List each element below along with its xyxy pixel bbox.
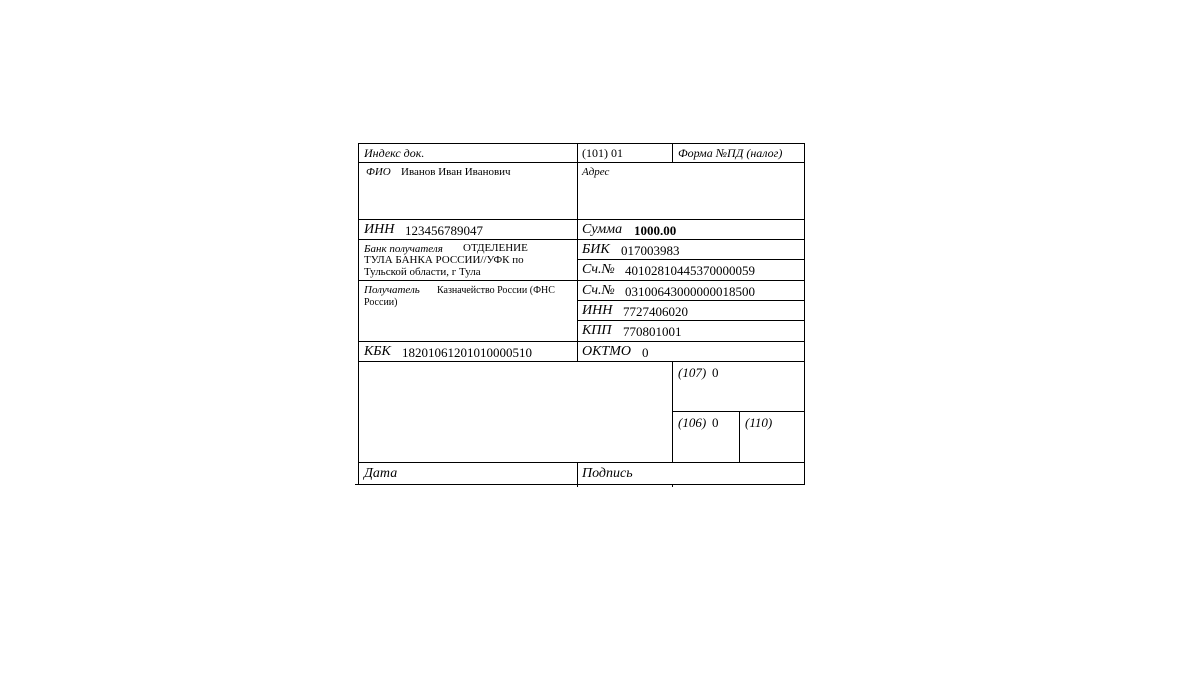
recipient-inn-value: 7727406020 — [623, 304, 688, 319]
rule — [577, 462, 578, 487]
bank-value-line-3: Тульской области, г Тула — [364, 266, 481, 278]
rule — [358, 219, 805, 220]
code-106-label: (106) — [678, 415, 707, 430]
rule — [577, 300, 805, 301]
oktmo-value: 0 — [642, 345, 649, 360]
date-label: Дата — [364, 466, 398, 481]
address-label: Адрес — [582, 166, 610, 178]
recipient-label: Получатель — [364, 284, 420, 296]
kpp-label: КПП — [582, 323, 612, 338]
payer-inn-value: 123456789047 — [405, 223, 483, 238]
rule — [358, 143, 805, 144]
code-107-label: (107) — [678, 365, 707, 380]
fio-label: ФИО — [366, 166, 391, 178]
bank-value-line-1: ОТДЕЛЕНИЕ — [463, 242, 528, 254]
recipient-value-line-1: Казначейство России (ФНС — [437, 285, 555, 296]
code-101: (101) 01 — [582, 146, 623, 160]
code-107-value: 0 — [712, 365, 719, 380]
rule — [358, 462, 805, 463]
bank-value-line-2: ТУЛА БАНКА РОССИИ//УФК по — [364, 254, 524, 266]
form-title: Форма №ПД (налог) — [678, 146, 783, 160]
rule — [355, 484, 805, 485]
rule — [358, 361, 805, 362]
kbk-value: 18201061201010000510 — [402, 345, 532, 360]
account1-label: Сч.№ — [582, 262, 615, 277]
rule — [358, 239, 805, 240]
rule — [672, 484, 673, 487]
recipient-value-line-2: России) — [364, 297, 398, 308]
sum-label: Сумма — [582, 222, 623, 237]
oktmo-label: ОКТМО — [582, 344, 631, 359]
recipient-inn-label: ИНН — [582, 303, 613, 318]
account1-value: 40102810445370000059 — [625, 263, 755, 278]
account2-label: Сч.№ — [582, 283, 615, 298]
rule — [804, 143, 805, 485]
index-label: Индекс док. — [364, 146, 425, 160]
signature-label: Подпись — [582, 466, 633, 481]
bank-label: Банк получателя — [364, 243, 443, 255]
kbk-label: КБК — [364, 344, 391, 359]
fio-value: Иванов Иван Иванович — [401, 166, 511, 178]
rule — [739, 411, 740, 462]
rule — [358, 143, 359, 484]
sum-value: 1000.00 — [634, 223, 677, 238]
rule — [672, 143, 673, 162]
kpp-value: 770801001 — [623, 324, 682, 339]
rule — [577, 259, 805, 260]
rule — [358, 280, 805, 281]
bik-value: 017003983 — [621, 243, 680, 258]
code-110-label: (110) — [745, 415, 773, 430]
bik-label: БИК — [582, 242, 610, 257]
payer-inn-label: ИНН — [364, 222, 395, 237]
rule — [358, 162, 805, 163]
code-106-value: 0 — [712, 415, 719, 430]
account2-value: 03100643000000018500 — [625, 284, 755, 299]
rule — [577, 320, 805, 321]
rule — [577, 143, 578, 362]
rule — [358, 341, 805, 342]
rule — [672, 361, 673, 462]
